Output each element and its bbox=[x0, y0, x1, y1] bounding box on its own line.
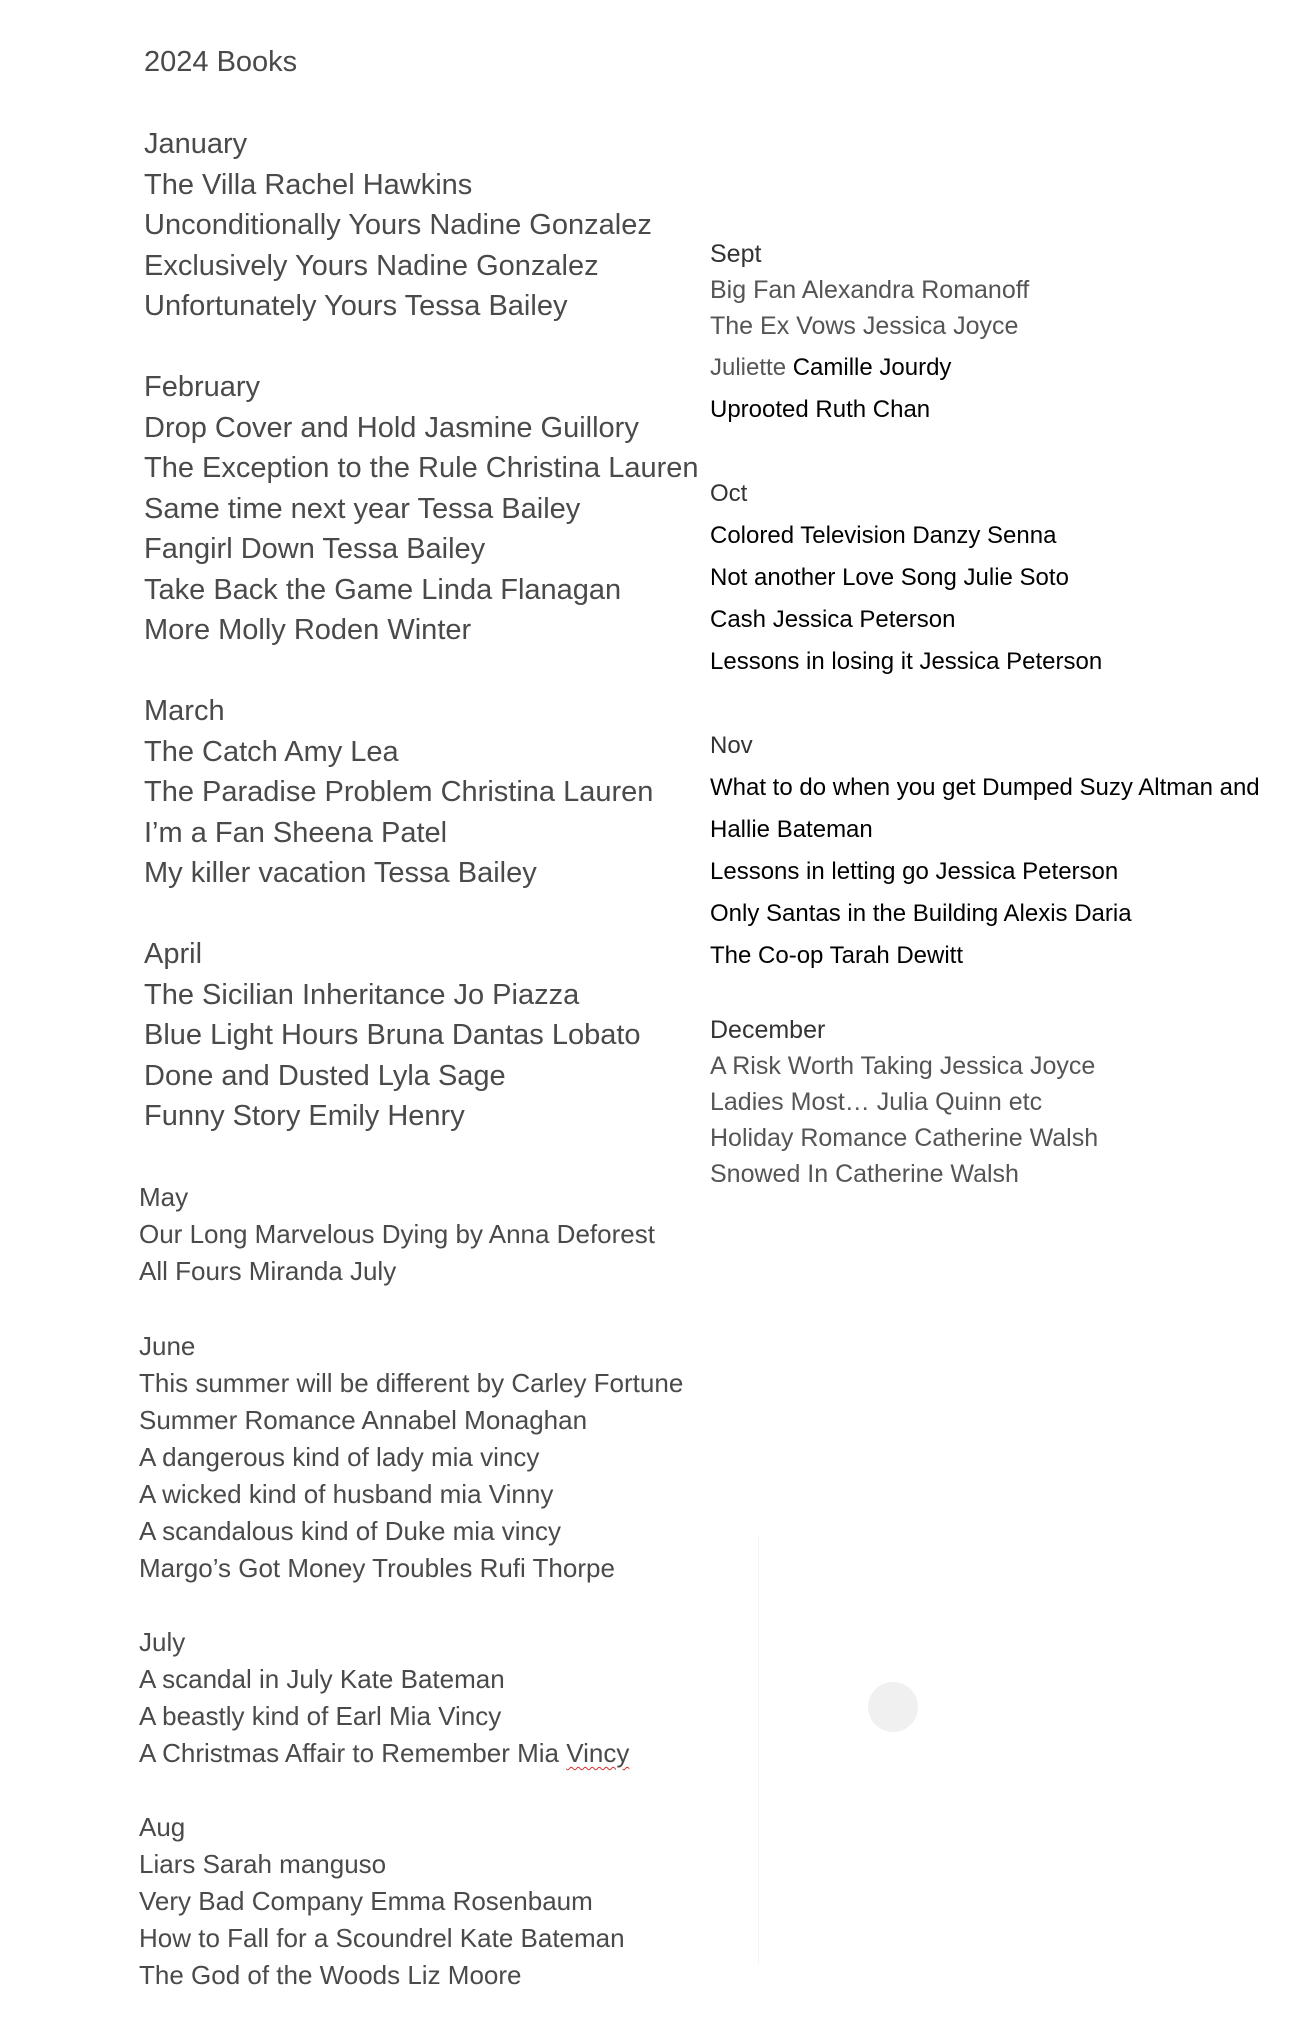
book-entry: Same time next year Tessa Bailey bbox=[144, 493, 581, 525]
month-heading-may: May bbox=[139, 1182, 189, 1212]
book-entry: The Paradise Problem Christina Lauren bbox=[144, 776, 654, 808]
book-entry: The Co-op Tarah Dewitt bbox=[710, 942, 964, 969]
book-entry: What to do when you get Dumped Suzy Altman and bbox=[710, 774, 1260, 801]
book-entry: The Ex Vows Jessica Joyce bbox=[710, 312, 1019, 340]
book-entry: Very Bad Company Emma Rosenbaum bbox=[139, 1886, 593, 1916]
month-heading-sept: Sept bbox=[710, 240, 762, 268]
month-heading-aug: Aug bbox=[139, 1812, 186, 1842]
book-entry-text: A Christmas Affair to Remember Mia bbox=[139, 1738, 567, 1768]
spellcheck-underlined-word: Vincy bbox=[566, 1738, 630, 1768]
book-entry: The Sicilian Inheritance Jo Piazza bbox=[144, 979, 580, 1011]
book-entry: How to Fall for a Scoundrel Kate Bateman bbox=[139, 1923, 625, 1953]
faint-circle-artifact bbox=[868, 1682, 918, 1732]
book-entry: Hallie Bateman bbox=[710, 816, 873, 843]
book-entry: Unfortunately Yours Tessa Bailey bbox=[144, 290, 568, 322]
book-entry: A beastly kind of Earl Mia Vincy bbox=[139, 1701, 502, 1731]
book-author-part: Camille Jourdy bbox=[786, 354, 952, 381]
book-entry: Lessons in losing it Jessica Peterson bbox=[710, 648, 1103, 675]
book-entry: More Molly Roden Winter bbox=[144, 614, 472, 646]
book-entry: Unconditionally Yours Nadine Gonzalez bbox=[144, 209, 652, 241]
month-heading-nov: Nov bbox=[710, 732, 753, 759]
book-entry: Funny Story Emily Henry bbox=[144, 1100, 465, 1132]
book-entry: Snowed In Catherine Walsh bbox=[710, 1160, 1019, 1188]
book-entry: A scandal in July Kate Bateman bbox=[139, 1664, 505, 1694]
faint-divider bbox=[758, 1535, 759, 1965]
book-entry: The Exception to the Rule Christina Lauren bbox=[144, 452, 699, 484]
book-entry: A dangerous kind of lady mia vincy bbox=[139, 1442, 540, 1472]
book-entry: Done and Dusted Lyla Sage bbox=[144, 1060, 506, 1092]
month-heading-february: February bbox=[144, 371, 261, 403]
book-entry: Cash Jessica Peterson bbox=[710, 606, 956, 633]
book-entry: Lessons in letting go Jessica Peterson bbox=[710, 858, 1119, 885]
book-entry: Only Santas in the Building Alexis Daria bbox=[710, 900, 1132, 927]
book-entry: Exclusively Yours Nadine Gonzalez bbox=[144, 250, 599, 282]
book-entry: The Catch Amy Lea bbox=[144, 736, 399, 768]
book-entry: Big Fan Alexandra Romanoff bbox=[710, 276, 1030, 304]
book-entry: Ladies Most… Julia Quinn etc bbox=[710, 1088, 1043, 1116]
month-heading-december: December bbox=[710, 1016, 826, 1044]
book-entry bbox=[710, 354, 951, 382]
book-entry: Our Long Marvelous Dying by Anna Deforest bbox=[139, 1219, 655, 1249]
book-entry: My killer vacation Tessa Bailey bbox=[144, 857, 537, 889]
book-entry: Take Back the Game Linda Flanagan bbox=[144, 574, 622, 606]
book-entry: Drop Cover and Hold Jasmine Guillory bbox=[144, 412, 639, 444]
book-title-part: Juliette bbox=[710, 354, 787, 381]
book-entry: Fangirl Down Tessa Bailey bbox=[144, 533, 486, 565]
book-entry: The God of the Woods Liz Moore bbox=[139, 1960, 522, 1990]
book-entry: Liars Sarah manguso bbox=[139, 1849, 387, 1879]
book-entry: Holiday Romance Catherine Walsh bbox=[710, 1124, 1099, 1152]
book-entry: Not another Love Song Julie Soto bbox=[710, 564, 1069, 591]
book-entry: A scandalous kind of Duke mia vincy bbox=[139, 1516, 561, 1546]
book-entry: Summer Romance Annabel Monaghan bbox=[139, 1405, 588, 1435]
book-entry: A wicked kind of husband mia Vinny bbox=[139, 1479, 554, 1509]
book-entry: The Villa Rachel Hawkins bbox=[144, 169, 473, 201]
book-entry: Uprooted Ruth Chan bbox=[710, 396, 931, 423]
book-entry: All Fours Miranda July bbox=[139, 1256, 397, 1286]
book-entry bbox=[139, 1738, 629, 1769]
month-heading-july: July bbox=[139, 1627, 186, 1657]
book-entry: Colored Television Danzy Senna bbox=[710, 522, 1057, 549]
book-entry: Blue Light Hours Bruna Dantas Lobato bbox=[144, 1019, 641, 1051]
book-entry: Margo’s Got Money Troubles Rufi Thorpe bbox=[139, 1553, 615, 1583]
book-entry: A Risk Worth Taking Jessica Joyce bbox=[710, 1052, 1096, 1080]
month-heading-march: March bbox=[144, 695, 225, 727]
book-entry: This summer will be different by Carley Fortune bbox=[139, 1368, 684, 1398]
month-heading-oct: Oct bbox=[710, 480, 748, 507]
page-title: 2024 Books bbox=[144, 46, 298, 78]
month-heading-june: June bbox=[139, 1331, 196, 1361]
month-heading-january: January bbox=[144, 128, 248, 160]
month-heading-april: April bbox=[144, 938, 203, 970]
book-entry: I’m a Fan Sheena Patel bbox=[144, 817, 448, 849]
